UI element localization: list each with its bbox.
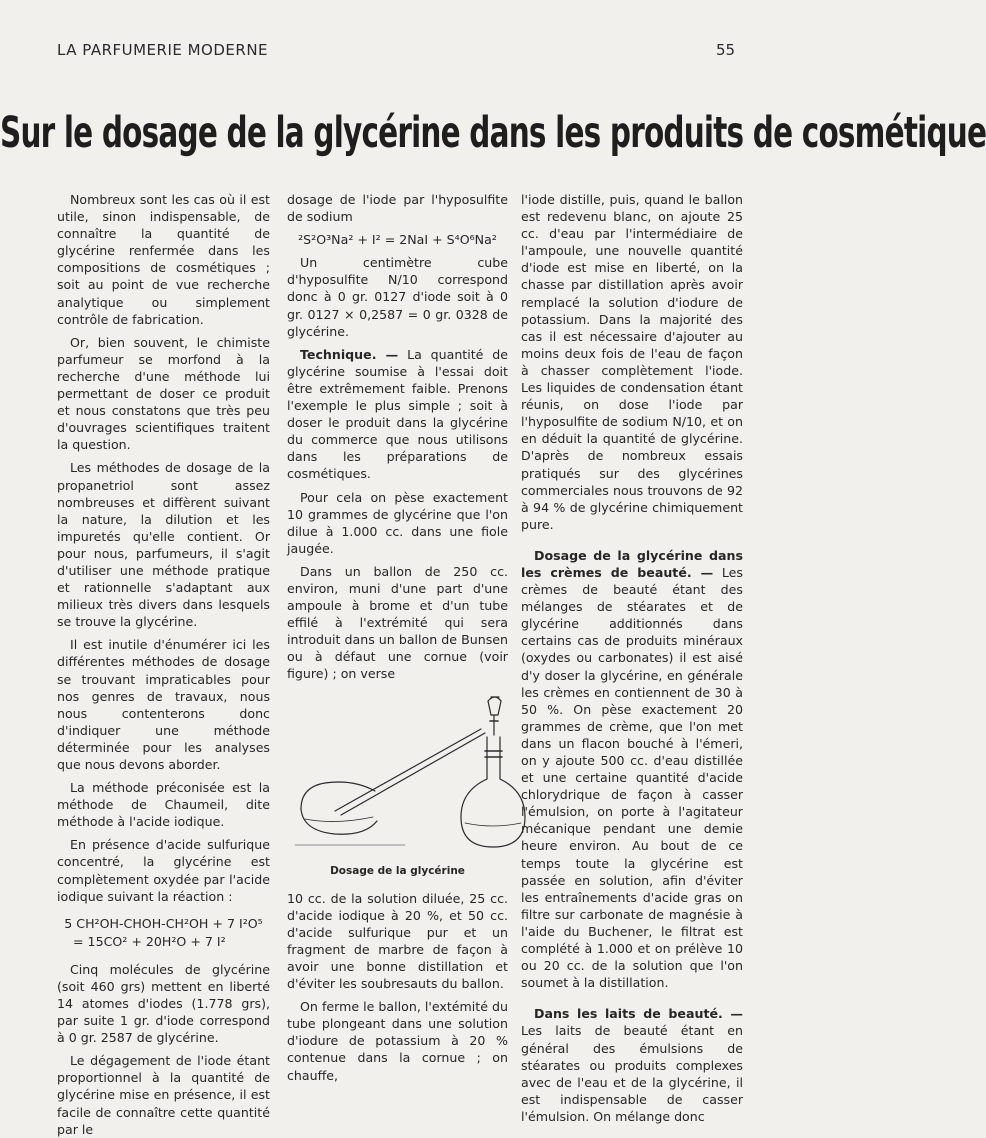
hyposulfite-equation: ²S²O³Na² + I² = 2NaI + S⁴O⁶Na² [298, 232, 497, 248]
paragraph: Il est inutile d'énumérer ici les différentes méthodes de dosage se trouvant impraticables pour nos genres de travaux, nous nous contenterons donc d'indiquer une méthode déterminée pour les analyses que nous devons aborder. [57, 637, 270, 772]
figure-caption: Dosage de la glycérine [330, 864, 465, 877]
page-number: 55 [716, 41, 736, 59]
paragraph-text: Les laits de beauté étant en général des émulsions de stéarates ou produits complexes avec de l'eau et de la glycérine, il est indispensable de casser l'émulsion. On mélange donc [521, 1023, 743, 1124]
column-1 [57, 191, 270, 1138]
paragraph: On ferme le ballon, l'extémité du tube plongeant dans une solution d'iodure de potassium à 20 % contenue dans la cornue ; on chauffe, [287, 999, 508, 1083]
paragraph: Un centimètre cube d'hyposulfite N/10 correspond donc à 0 gr. 0127 d'iode soit à 0 gr. 0127 × 0,2587 = 0 gr. 0328 de glycérine. [287, 255, 508, 339]
paragraph [521, 547, 743, 991]
paragraph: Les méthodes de dosage de la propanetriol sont assez nombreuses et diffèrent suivant la nature, la dilution et les impuretés qu'elle contient. Or pour nous, parfumeurs, il s'agit d'utiliser une méthode pratique et rationnelle s'adaptant aux milieux très divers dans lesquels se trouve la glycérine. [57, 460, 270, 630]
paragraph: Le dégagement de l'iode étant proportionnel à la quantité de glycérine mise en présence, il est facile de connaître cette quantité par le [57, 1053, 270, 1137]
paragraph [287, 346, 508, 483]
paragraph: Pour cela on pèse exactement 10 grammes de glycérine que l'on dilue à 1.000 cc. dans une fiole jaugée. [287, 489, 508, 556]
paragraph: Or, bien souvent, le chimiste parfumeur se morfond à la recherche d'une méthode lui permettant de doser ce produit et nous constatons que très peu d'ouvrages scientifiques traitent la question. [57, 334, 270, 453]
publication-name: LA PARFUMERIE MODERNE [57, 41, 269, 59]
section-heading-cremes: Dosage de la glycérine dans les crèmes de beauté. — [521, 547, 743, 580]
paragraph [521, 1005, 743, 1125]
distillation-apparatus-illustration [295, 691, 500, 861]
paragraph-text: La quantité de glycérine soumise à l'essai doit être extrêmement faible. Prenons l'exemple le plus simple ; soit à doser le produit dans la glycérine du commerce que nous utilisons dans les préparations de cosmétiques. [287, 346, 508, 482]
equation-line-2: = 15CO² + 20H²O + 7 I² [73, 933, 226, 949]
column-2 [287, 191, 508, 1084]
section-heading-laits: Dans les laits de beauté. — [534, 1006, 743, 1022]
paragraph: La méthode préconisée est la méthode de Chaumeil, dite méthode à l'acide iodique. [57, 780, 270, 830]
paragraph: En présence d'acide sulfurique concentré, la glycérine est complètement oxydée par l'acide iodique suivant la réaction : [57, 837, 270, 904]
paragraph: 10 cc. de la solution diluée, 25 cc. d'acide iodique à 20 %, et 50 cc. d'acide sulfurique pur et un fragment de marbre de façon à avoir une bonne distillation et d'éviter les soubresauts du ballon. [287, 890, 508, 992]
reaction-equation [57, 915, 270, 951]
article-title: Sur le dosage de la glycérine dans les produits de cosmétique [0, 108, 986, 158]
column-3 [521, 191, 743, 1125]
distillation-figure [287, 691, 508, 880]
section-heading-technique: Technique. — [300, 346, 399, 362]
paragraph: Cinq molécules de glycérine (soit 460 grs) mettent en liberté 14 atomes d'iodes (1.778 grs), par suite 1 gr. d'iode correspond à 0 gr. 2587 de glycérine. [57, 961, 270, 1046]
paragraph: dosage de l'iode par l'hyposulfite de sodium [287, 192, 508, 225]
paragraph: Dans un ballon de 250 cc. environ, muni d'une part d'une ampoule à brome et d'un tube effilé à l'extrémité qui sera introduit dans un ballon de Bunsen ou à défaut une cornue (voir figure) ; on verse [287, 563, 508, 682]
paragraph: Nombreux sont les cas où il est utile, sinon indispensable, de connaître la quantité de glycérine renfermée dans les compositions de cosmétiques ; soit au point de vue recherche analytique ou simplement contrôle de fabrication. [57, 192, 270, 327]
equation-line-1: 5 CH²OH-CHOH-CH²OH + 7 I²O⁵ [64, 915, 263, 931]
paragraph-text: Les crèmes de beauté étant des mélanges de stéarates et de glycérine additionnés dans certains cas de produits minéraux (oxydes ou carbonates) il est aisé d'y doser la glycérine, en générale les crèmes en contiennent de 30 à 50 %. On pèse exactement 20 grammes de crème, que l'on met dans un flacon bouché à l'émeri, on y ajoute 500 cc. d'eau distillée et une certaine quantité d'acide chlorydrique de façon à casser l'émulsion, on porte à l'agitateur mécanique pendant une demie heure environ. Au bout de ce temps toute la glycérine est passée en solution, afin d'éviter les entraînements d'acide gras on filtre sur carbonate de magnésie à l'aide du Buchener, le filtrat est complété à 1.000 et on prélève 10 ou 20 cc. de la solution que l'on soumet à la distillation. [521, 564, 743, 991]
paragraph: l'iode distille, puis, quand le ballon est redevenu blanc, on ajoute 25 cc. d'eau par l'intermédiaire de l'ampoule, une nouvelle quantité d'iode est mise en liberté, on la chasse par distillation après avoir remplacé la solution d'iodure de potassium. Dans la majorité des cas il est nécessaire d'ajouter au moins deux fois de l'eau de façon à chasser complètement l'iode. Les liquides de condensation étant réunis, on dose l'iode par l'hyposulfite de sodium N/10, et on en déduit la quantité de glycérine. D'après de nombreux essais pratiqués sur des glycérines commerciales nous trouvons de 92 à 94 % de glycérine chimiquement pure. [521, 192, 743, 532]
